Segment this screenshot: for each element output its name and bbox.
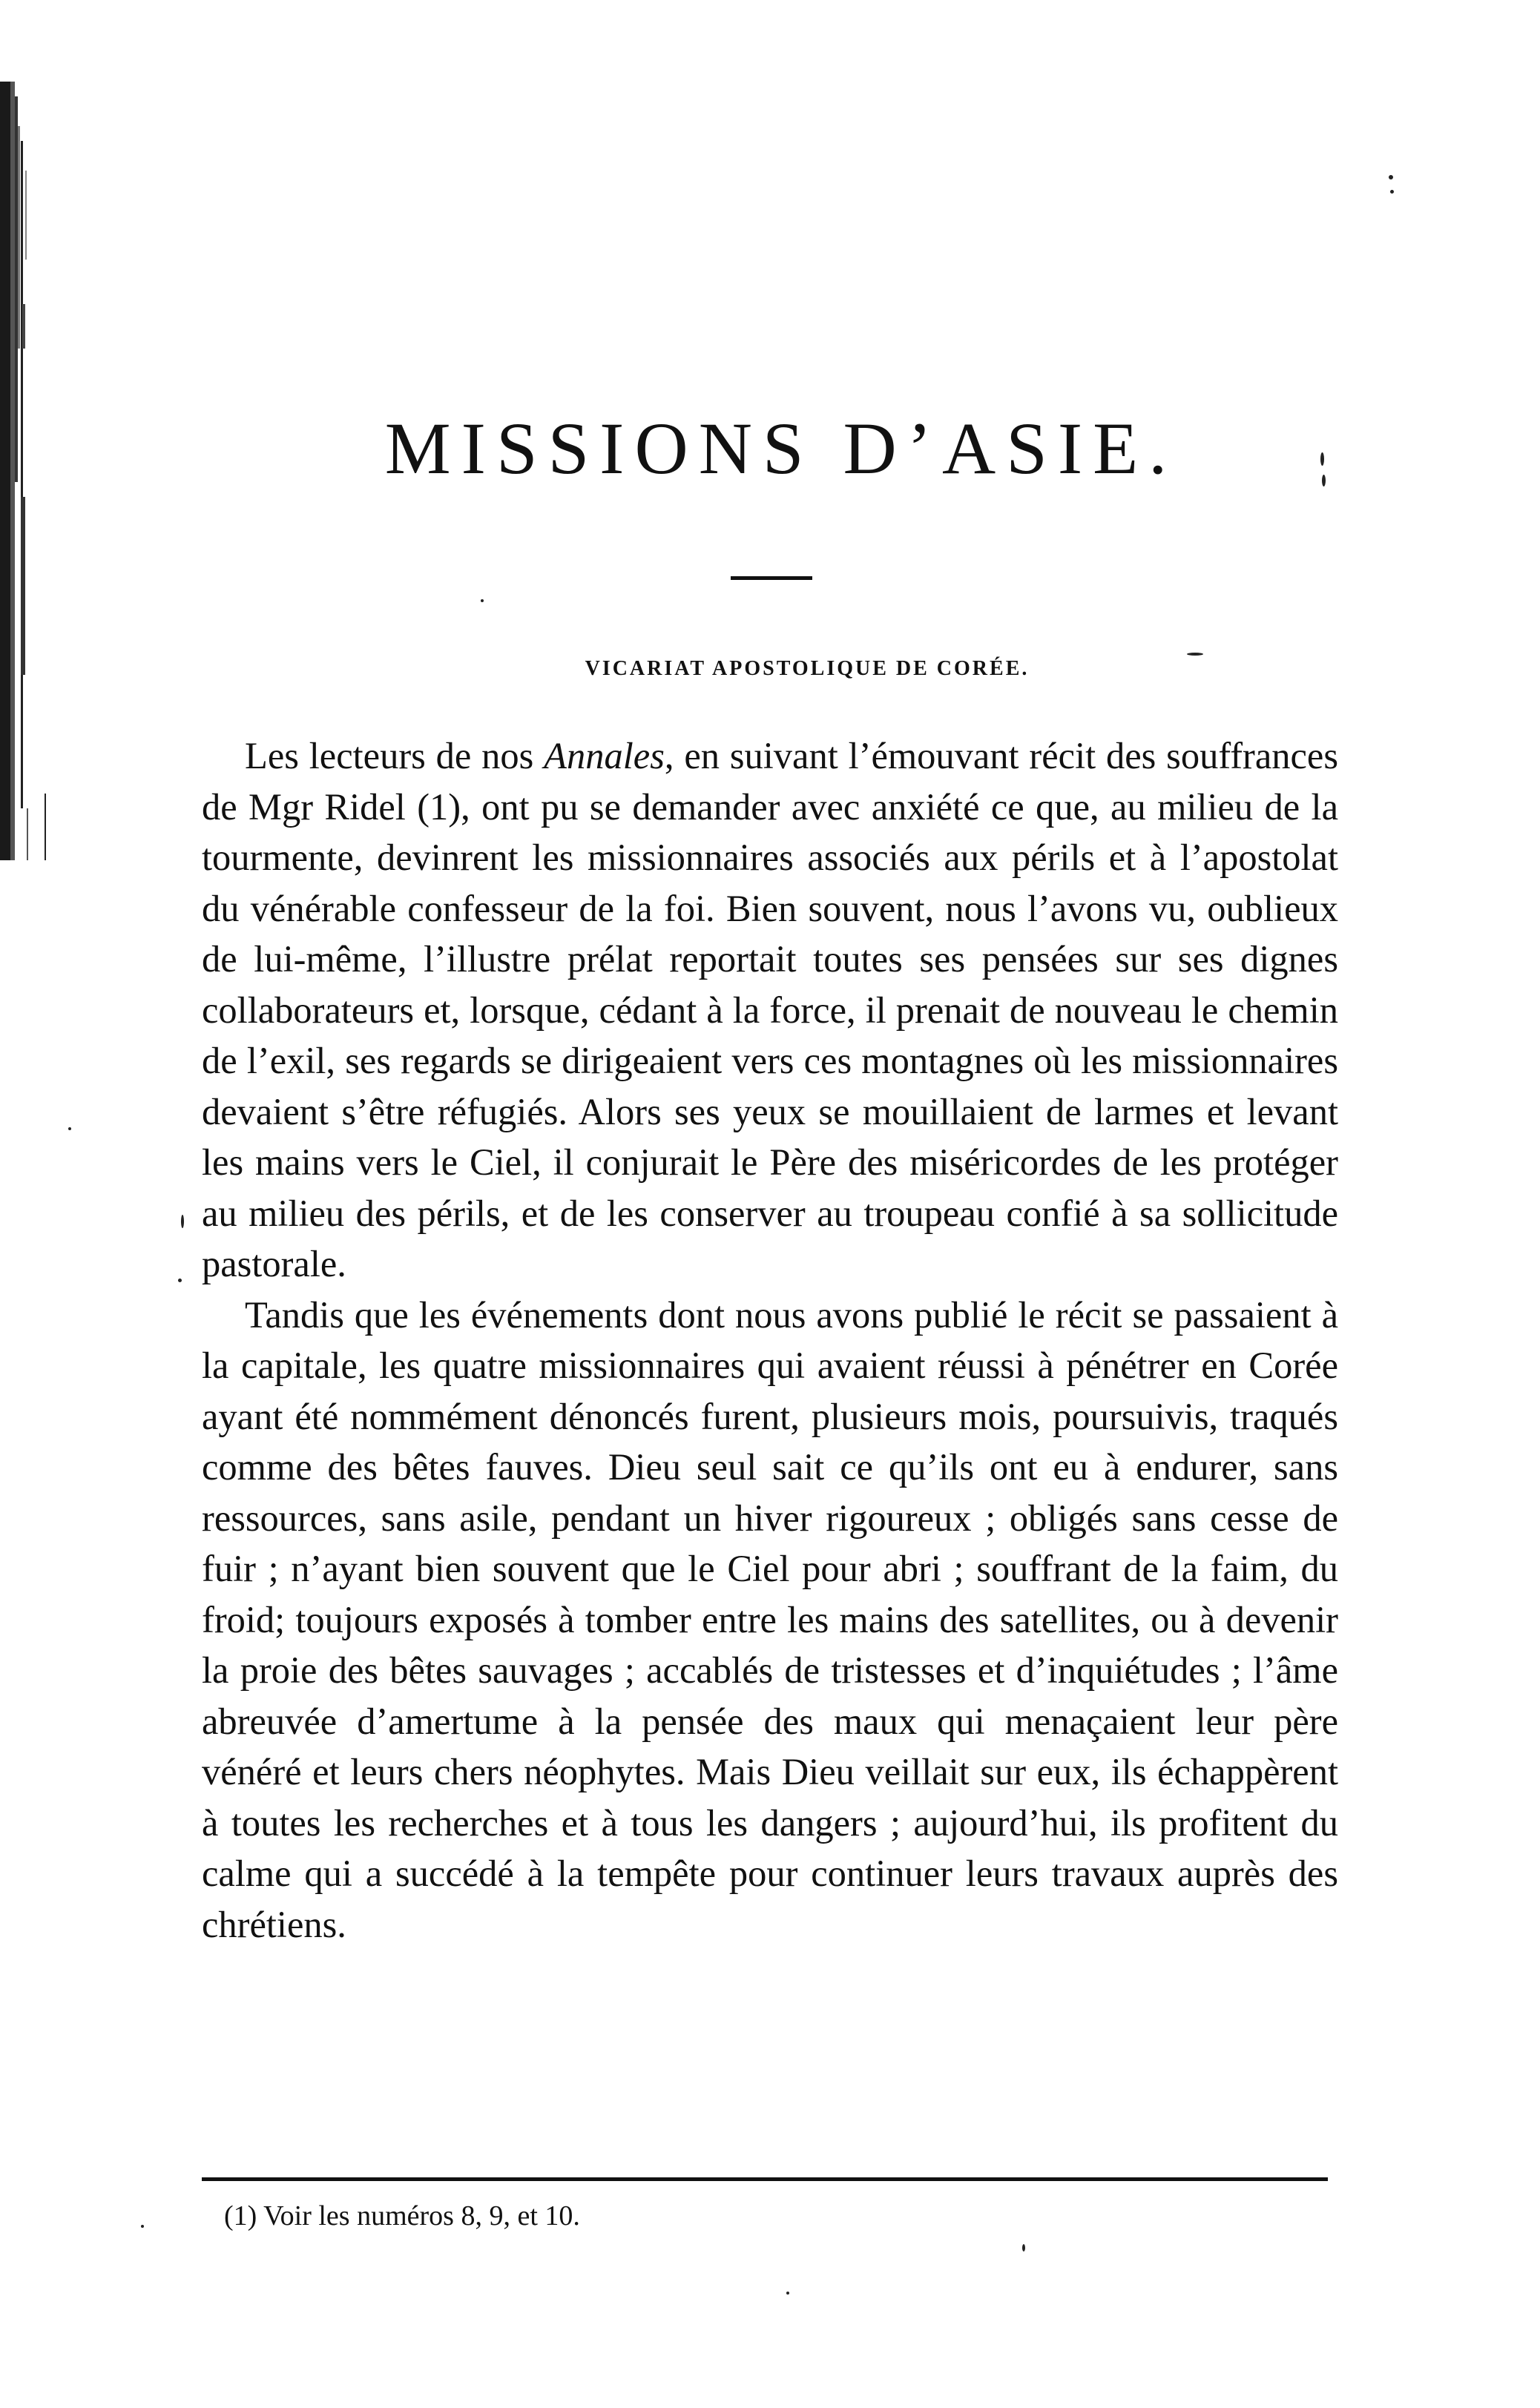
scan-speck [181,1215,184,1228]
section-heading: VICARIAT APOSTOLIQUE DE CORÉE. [585,657,1030,680]
scan-speck [1390,190,1394,194]
scan-speck [786,2292,789,2295]
scan-speck [1187,653,1203,656]
scan-speck [68,1127,71,1130]
paragraph-2: Tandis que les événements dont nous avons publié le récit se passaient à la capitale, les quatre missionnaires qui avaient réussi à pénétrer en Corée ayant été nommément dénoncés furent, plusieurs mois, poursuivis, traqués comme des bêtes fauves. Dieu seul sait ce qu’ils ont eu à endurer, sans ressources, sans asile, pendant un hiver rigoureux ; obligés sans cesse de fuir ; n’ayant bien souvent que le Ciel pour abri ; souffrant de la faim, du froid; toujours exposés à tomber entre les mains des satellites, ou à devenir la proie des bêtes sauvages ; accablés de tristesses et d’inquiétudes ; l’âme abreuvée d’amertume à la pensée des maux qui menaçaient leur père vénéré et leurs chers néophytes. Mais Dieu veillait sur eux, ils échappèrent à toutes les recherches et à tous les dangers ; aujourd’hui, ils profitent du calme qui a succédé à la tempête pour continuer leurs travaux auprès des chrétiens. [202,1293,1338,1945]
paragraph-1 [202,730,1338,1290]
scan-speck [178,1279,182,1282]
scan-speck [1389,175,1393,179]
paragraph-1-rest: , en suivant l’émouvant récit des souffrances de Mgr Ridel (1), ont pu se demander avec anxiété ce que, au milieu de la tourmente, devinrent les missionnaires associés aux périls et à l’apostolat du vénérable confesseur de la foi. Bien souvent, nous l’avons vu, oublieux de lui-même, l’illustre prélat reportait toutes ses pensées sur ses dignes collaborateurs et, lorsque, cédant à la force, il prenait de nouveau le chemin de l’exil, ses regards se dirigeaient vers ces montagnes où les missionnaires devaient s’être réfugiés. Alors ses yeux se mouillaient de larmes et levant les mains vers le Ciel, il conjurait le Père des miséricordes de les protéger au milieu des périls, et de les conserver au troupeau confié à sa sollicitude pastorale. [202,735,1338,1284]
title-rule [731,576,812,580]
scan-speck [481,599,484,602]
annales-italic: Annales [544,735,665,776]
body-text [202,730,1338,1950]
footnote: (1) Voir les numéros 8, 9, et 10. [224,2200,580,2231]
scan-speck [1022,2244,1025,2252]
scan-speck [141,2225,144,2228]
paragraph-1-start: Les lecteurs de nos [245,735,544,776]
scan-speck [1322,475,1326,486]
footnote-rule [202,2177,1328,2181]
page-title: MISSIONS D’ASIE. [384,407,1178,489]
scan-speck [1320,452,1324,466]
